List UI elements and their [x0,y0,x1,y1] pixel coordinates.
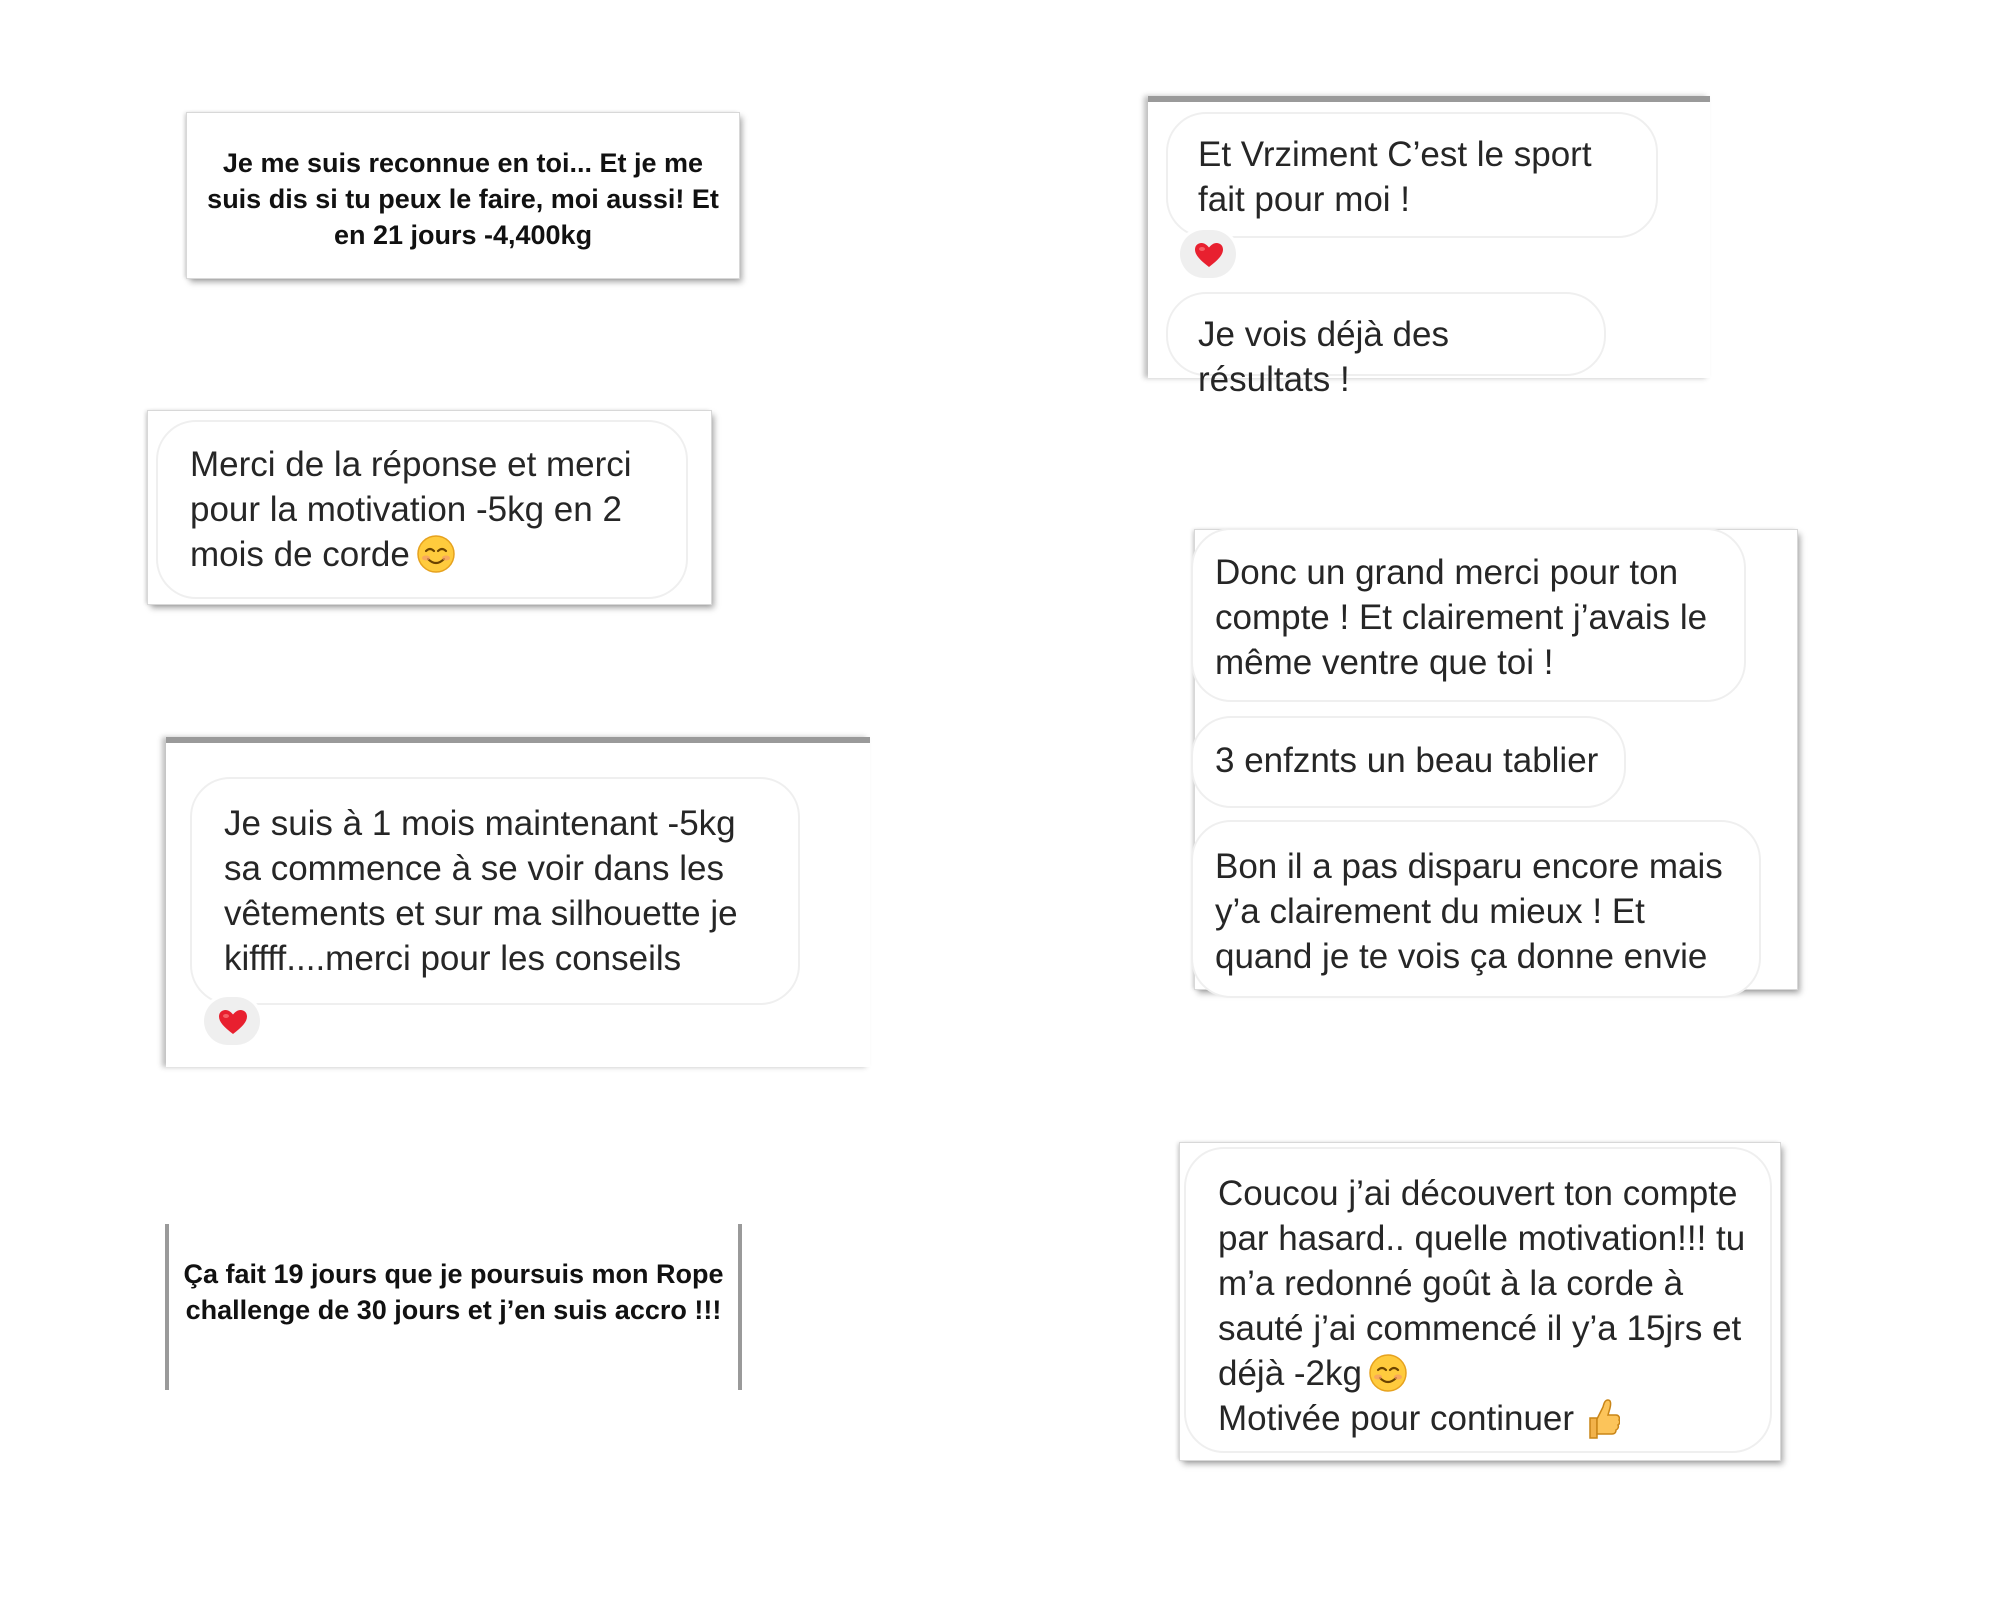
thumbs-up-emoji [1584,1398,1620,1440]
smiling-face-emoji [416,534,456,574]
testimonial-text: Ça fait 19 jours que je poursuis mon Rope challenge de 30 jours et j’en suis accro !!! [183,1259,724,1325]
heart-icon [1194,242,1224,268]
message-text-line2: Motivée pour continuer [1218,1399,1575,1438]
message-text: Je vois déjà des résultats ! [1198,315,1449,399]
testimonial-card-7 [1180,1143,1780,1460]
heart-icon [218,1009,248,1035]
message-bubble [1166,292,1606,399]
heart-reaction [1180,230,1236,278]
message-bubble [156,420,688,599]
heart-reaction [204,997,260,1045]
message-bubble [1191,528,1746,702]
message-bubble [1184,1147,1772,1453]
message-text: 3 enfznts un beau tablier [1215,741,1599,780]
testimonial-text: Je me suis reconnue en toi... Et je me suis dis si tu peux le faire, moi aussi! Et en 21 jours -4,400kg [207,148,719,250]
message-text: Bon il a pas disparu encore mais y’a clairement du mieux ! Et quand je te vois ça donne envie [1215,847,1723,976]
message-bubble [1191,716,1626,808]
message-text: Merci de la réponse et merci pour la motivation -5kg en 2 mois de corde [190,445,632,574]
testimonial-card-4 [165,1224,742,1390]
testimonial-card-3 [166,737,870,1067]
message-text: Et Vrziment C’est le sport fait pour moi ! [1198,135,1592,219]
message-text: Donc un grand merci pour ton compte ! Et clairement j’avais le même ventre que toi ! [1215,553,1708,682]
message-bubble [1166,112,1658,238]
testimonial-card-2 [148,411,711,604]
message-text: Coucou j’ai découvert ton compte par hasard.. quelle motivation!!! tu m’a redonné goût à la corde à sauté j’ai commencé il y’a 15jrs et déjà -2kg [1218,1174,1746,1393]
message-text: Je suis à 1 mois maintenant -5kg sa commence à se voir dans les vêtements et sur ma silhouette je kiffff....merci pour les conseils [224,804,738,978]
testimonial-card-5 [1148,96,1710,399]
message-bubble [1191,820,1761,998]
testimonial-card-6 [1195,530,1797,989]
message-bubble [190,777,800,1005]
testimonial-card-1 [187,113,739,278]
smiling-face-emoji [1368,1353,1408,1393]
